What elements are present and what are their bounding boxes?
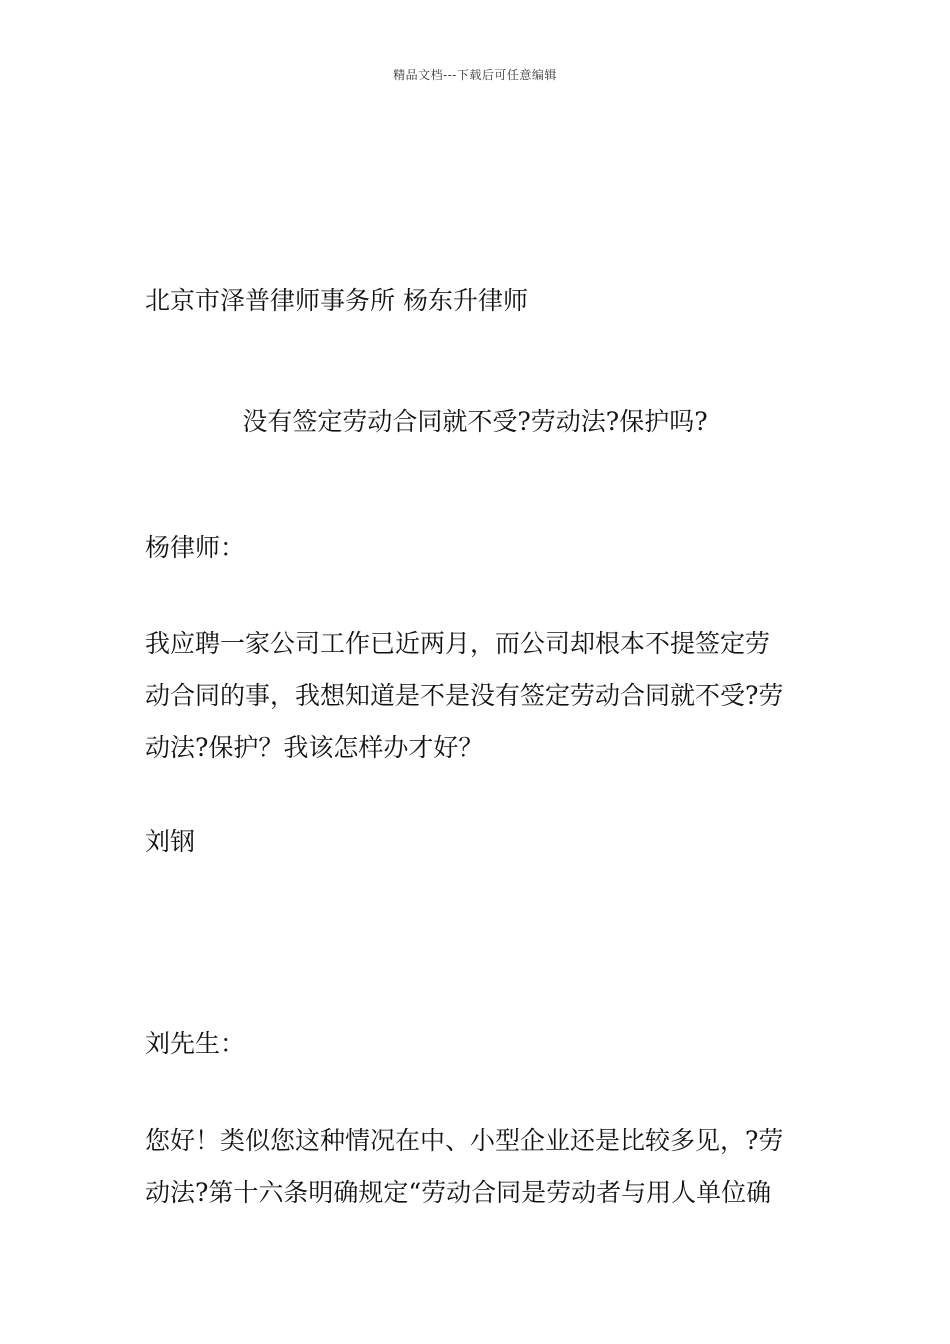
letter-body-line: 动法?保护？我该怎样办才好？ [145, 733, 484, 762]
byline: 北京市泽普律师事务所 杨东升律师 [145, 286, 528, 315]
letter-salutation: 杨律师： [145, 533, 246, 562]
reply-body-line: 您好！类似您这种情况在中、小型企业还是比较多见，?劳 [145, 1126, 784, 1155]
letter-body-line: 我应聘一家公司工作已近两月，而公司却根本不提签定劳 [145, 629, 771, 658]
letter-signature: 刘钢 [145, 827, 196, 856]
reply-salutation: 刘先生： [145, 1029, 246, 1058]
article-title: 没有签定劳动合同就不受?劳动法?保护吗? [242, 407, 708, 436]
reply-body-line: 动法?第十六条明确规定“劳动合同是劳动者与用人单位确 [145, 1178, 772, 1207]
page-header: 精品文档---下载后可任意编辑 [393, 68, 557, 82]
letter-body-line: 动合同的事，我想知道是不是没有签定劳动合同就不受?劳 [145, 681, 784, 710]
